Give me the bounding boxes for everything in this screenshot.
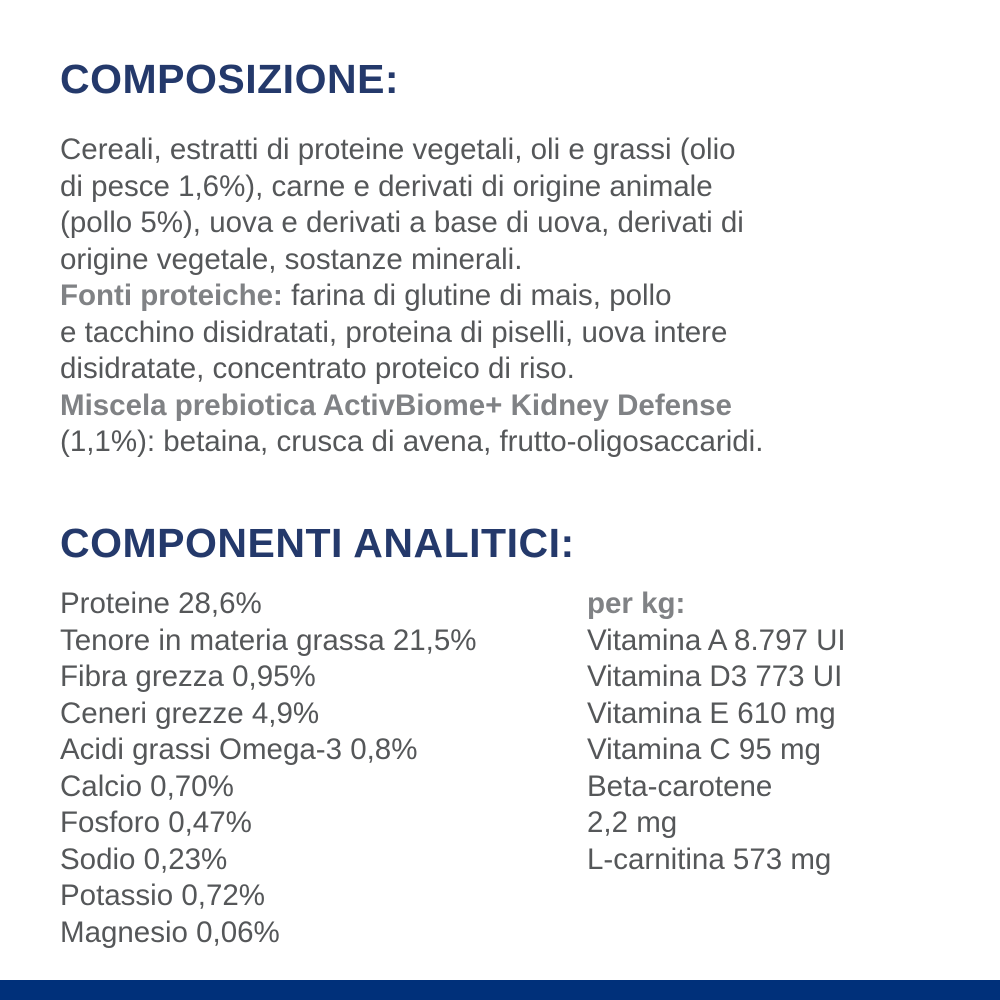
analytics-left-list	[60, 586, 477, 951]
prebiotic-label-line	[60, 388, 960, 425]
prebiotic-line: (1,1%): betaina, crusca di avena, frutto-oligosaccaridi.	[60, 425, 764, 458]
vitamin-item: Vitamina D3 773 UI	[587, 660, 843, 693]
analytic-item: Tenore in materia grassa 21,5%	[60, 623, 477, 657]
protein-sources-text: farina di glutine di mais, pollo	[282, 279, 672, 312]
prebiotic-label: Miscela prebiotica ActivBiome+ Kidney Defense	[60, 388, 732, 422]
protein-sources-line: disidratate, concentrato proteico di riso.	[60, 352, 575, 385]
analytic-item: Potassio 0,72%	[60, 879, 265, 912]
vitamin-item: 2,2 mg	[587, 806, 678, 839]
composition-heading: COMPOSIZIONE:	[60, 56, 400, 102]
analytics-heading: COMPONENTI ANALITICI:	[60, 520, 575, 566]
composition-text	[60, 132, 960, 461]
analytic-item: Calcio 0,70%	[60, 769, 234, 803]
composition-line: Cereali, estratti di proteine vegetali, oli e grassi (olio	[60, 133, 736, 166]
per-kg-label: per kg:	[587, 587, 686, 620]
analytic-item: Fibra grezza 0,95%	[60, 660, 316, 693]
composition-line: origine vegetale, sostanze minerali.	[60, 242, 523, 276]
analytic-item: Acidi grassi Omega-3 0,8%	[60, 733, 418, 766]
protein-sources-label: Fonti proteiche:	[60, 279, 283, 312]
protein-sources-line	[60, 278, 960, 315]
vitamin-item: Vitamina A 8.797 UI	[587, 623, 846, 657]
analytics-right-list	[587, 586, 846, 878]
vitamin-item: Beta-carotene	[587, 769, 773, 803]
footer-bar	[0, 980, 1000, 1000]
analytic-item: Sodio 0,23%	[60, 842, 228, 876]
protein-sources-line: e tacchino disidratati, proteina di piselli, uova intere	[60, 315, 728, 349]
analytic-item: Proteine 28,6%	[60, 587, 262, 620]
vitamin-item: Vitamina E 610 mg	[587, 696, 836, 730]
analytic-item: Ceneri grezze 4,9%	[60, 696, 320, 730]
analytic-item: Fosforo 0,47%	[60, 806, 252, 839]
composition-line: (pollo 5%), uova e derivati a base di uova, derivati di	[60, 206, 744, 239]
composition-line: di pesce 1,6%), carne e derivati di origine animale	[60, 169, 713, 203]
analytic-item: Magnesio 0,06%	[60, 915, 280, 949]
vitamin-item: Vitamina C 95 mg	[587, 733, 821, 766]
vitamin-item: L-carnitina 573 mg	[587, 842, 832, 876]
